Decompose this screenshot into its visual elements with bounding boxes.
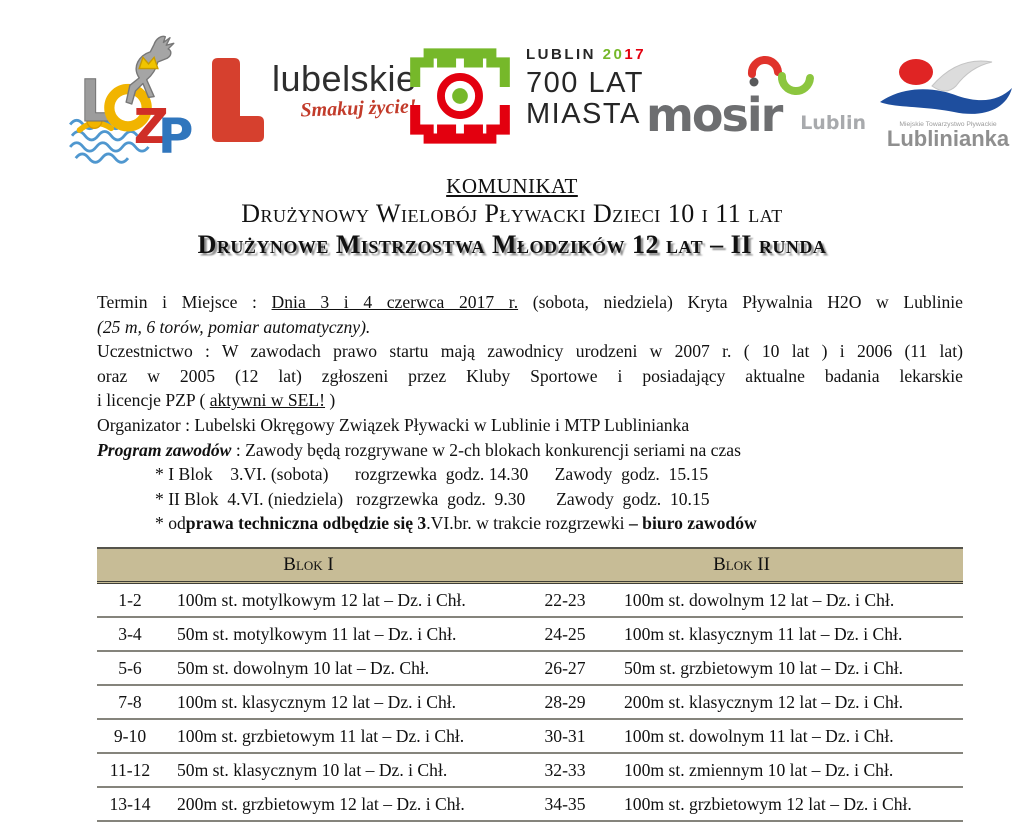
lubelskie-wordmark: lubelskie <box>272 58 417 99</box>
subtitle-line-2: Drużynowe Mistrzostwa Młodzików 12 lat – II runda <box>197 230 827 259</box>
paragraph-uczestnictwo-line1: Uczestnictwo : W zawodach prawo startu mają zawodnicy urodzeni w 2007 r. ( 10 lat ) i 2006 (11 lat) <box>97 341 963 362</box>
paragraph-uczestnictwo-line2: oraz w 2005 (12 lat) zgłoszeni przez Kluby Sportowe i posiadający aktualne badania lekarskie <box>97 365 963 386</box>
svg-text:L: L <box>79 66 117 135</box>
blok-1-header: Blok I <box>97 548 520 583</box>
miasta-label: MIASTA <box>526 98 641 130</box>
mosir-city-label: Lublin <box>800 112 866 134</box>
paragraph-organizator: Organizator : Lubelski Okręgowy Związek Pływacki w Lublinie i MTP Lublinianka <box>97 414 690 435</box>
paragraph-termin-line2: (25 m, 6 torów, pomiar automatyczny). <box>97 316 371 337</box>
page-title: KOMUNIKAT <box>446 174 578 198</box>
paragraph-program: Program zawodów : Zawody będą rozgrywane w 2-ch blokach konkurencji seriami na czas <box>97 439 741 460</box>
table-row: 13-14 200m st. grzbietowym 12 lat – Dz. i Chł. 34-35 100m st. grzbietowym 12 lat – Dz. i Chł. <box>97 787 963 821</box>
blok-2-header: Blok II <box>520 548 963 583</box>
mosir-wordmark: mosir <box>646 88 782 142</box>
mosir-arcs-icon <box>744 56 822 90</box>
svg-text:P: P <box>157 108 194 165</box>
termin-date-underlined: Dnia 3 i 4 czerwca 2017 r. <box>271 292 519 312</box>
lublin-700-castle-icon <box>404 40 516 152</box>
program-label: Program zawodów <box>97 439 232 460</box>
sel-underlined: aktywni w SEL! <box>209 390 326 411</box>
table-row: 11-12 50m st. klasycznym 10 lat – Dz. i Chł. 32-33 100m st. zmiennym 10 lat – Dz. i Chł. <box>97 753 963 787</box>
lubelskie-l-icon <box>206 56 266 144</box>
lublin-700-logo <box>404 40 646 152</box>
events-table <box>97 547 963 822</box>
table-row: 7-8 100m st. klasycznym 12 lat – Dz. i Chł. 28-29 200m st. klasycznym 12 lat – Dz. i Chł. <box>97 685 963 719</box>
table-row: 1-2 100m st. motylkowym 12 lat – Dz. i Chł. 22-23 100m st. dowolnym 12 lat – Dz. i Chł. <box>97 583 963 618</box>
lublin-2017-label: LUBLIN 2017 <box>526 46 647 63</box>
table-row: 5-6 50m st. dowolnym 10 lat – Dz. Chł. 26-27 50m st. grzbietowym 10 lat – Dz. i Chł. <box>97 651 963 685</box>
table-header-row <box>97 548 963 583</box>
document-headings <box>0 173 1024 261</box>
svg-text:Z: Z <box>133 99 169 156</box>
lublinianka-wordmark: Lublinianka <box>886 126 1010 151</box>
mosir-logo <box>646 56 866 146</box>
subtitle-line-1: Drużynowy Wielobój Pływacki Dzieci 10 i 11 lat <box>241 199 783 228</box>
blok1-schedule-line: * I Blok 3.VI. (sobota) rozgrzewka godz. 14.30 Zawody godz. 15.15 <box>155 464 709 485</box>
blok2-schedule-line: * II Blok 4.VI. (niedziela) rozgrzewka godz. 9.30 Zawody godz. 10.15 <box>155 488 710 509</box>
lublinianka-logo <box>876 54 1020 154</box>
document-body <box>97 290 963 536</box>
700-lat-label: 700 LAT <box>526 67 644 99</box>
table-row: 3-4 50m st. motylkowym 11 lat – Dz. i Chł. 24-25 100m st. klasycznym 11 lat – Dz. i Chł. <box>97 617 963 651</box>
lublinianka-association-label: Miejskie Towarzystwo Pływackie <box>899 121 997 128</box>
lubelskie-logo <box>206 56 417 146</box>
lozp-logo-icon <box>62 20 194 165</box>
paragraph-termin-line1: Termin i Miejsce : Dnia 3 i 4 czerwca 2017 r. (sobota, niedziela) Kryta Pływalnia H2O w Lublinie <box>97 292 963 312</box>
lubelskie-tagline: Smakuj życie! <box>300 95 417 122</box>
paragraph-uczestnictwo-line3: i licencje PZP ( aktywni w SEL! ) <box>97 390 336 411</box>
odprawa-line: * odprawa techniczna odbędzie się 3.VI.br. w trakcie rozgrzewki – biuro zawodów <box>155 513 757 534</box>
table-row: 9-10 100m st. grzbietowym 11 lat – Dz. i Chł. 30-31 100m st. dowolnym 11 lat – Dz. i Chł. <box>97 719 963 753</box>
